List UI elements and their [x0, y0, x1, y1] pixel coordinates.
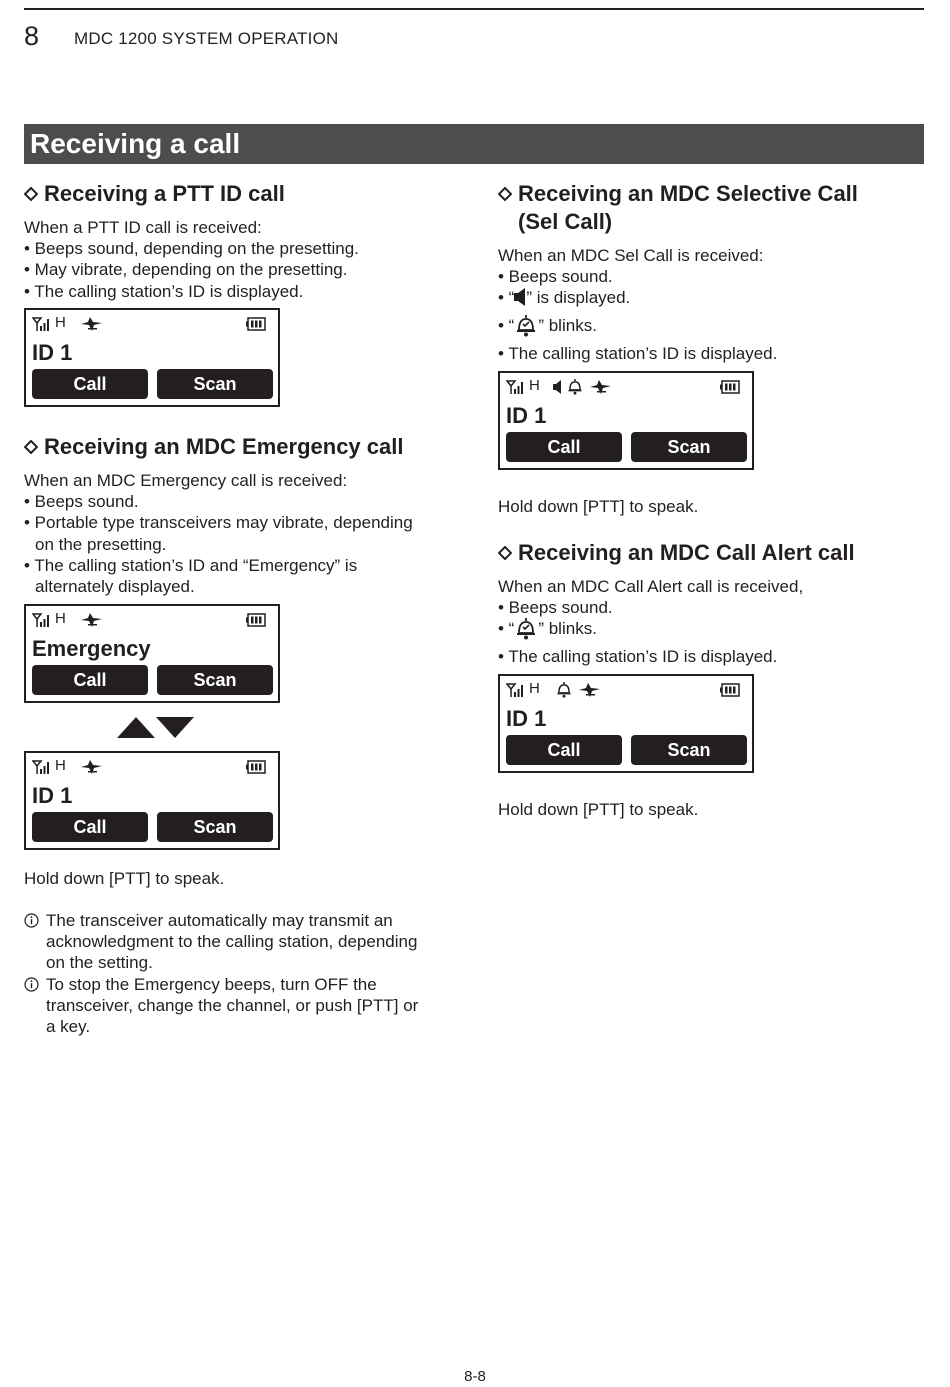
- call-button[interactable]: Call: [32, 665, 148, 695]
- mdc-bird-icon: [578, 682, 602, 698]
- note-item: To stop the Emergency beeps, turn OFF the transceiver, change the channel, or push [PTT] or a key.: [24, 974, 444, 1038]
- scan-button[interactable]: Scan: [631, 432, 747, 462]
- list-item: • The calling station’s ID is displayed.: [24, 281, 304, 301]
- mdc-bird-icon: [589, 379, 613, 395]
- display-id-text: ID 1: [506, 403, 547, 428]
- signal-icon: [32, 612, 52, 628]
- mdc-bird-icon: [80, 316, 104, 332]
- mdc-bird-icon: [80, 612, 104, 628]
- power-level: H: [55, 610, 66, 627]
- diamond-icon: [24, 440, 38, 454]
- list-item: • The calling station’s ID is displayed.: [498, 343, 778, 363]
- list-item: • Beeps sound, depending on the presetting.: [24, 239, 359, 259]
- list-item: • Beeps sound.: [498, 267, 613, 287]
- battery-icon: [720, 380, 740, 394]
- power-level: H: [529, 680, 540, 697]
- list-item: • Beeps sound.: [24, 492, 139, 512]
- battery-icon: [246, 613, 266, 627]
- list-item: • The calling station’s ID and “Emergency” is: [24, 555, 358, 575]
- scan-button[interactable]: Scan: [157, 665, 273, 695]
- lcd-display-selcall: [498, 371, 754, 470]
- call-button[interactable]: Call: [506, 735, 622, 765]
- lcd-display-ptt: [24, 308, 280, 407]
- display-id-text: Emergency: [32, 636, 151, 661]
- scan-button[interactable]: Scan: [157, 812, 273, 842]
- note-item: The transceiver automatically may transmit an acknowledgment to the calling station, depending on the setting.: [24, 910, 444, 974]
- status-bar: [506, 379, 746, 395]
- emergency-description: When an MDC Emergency call is received: • Beeps sound. • Portable type transceivers may vibrate, depending on the presetting. • The calling station’s ID and “Emergency” is alternately displayed.: [24, 471, 413, 597]
- chapter-title: MDC 1200 SYSTEM OPERATION: [74, 29, 339, 48]
- selcall-heading-line2: (Sel Call): [518, 209, 613, 234]
- power-level: H: [55, 314, 66, 331]
- page-number: 8-8: [464, 1368, 486, 1385]
- speaker-icon: [514, 288, 526, 306]
- lcd-display-callalert: [498, 674, 754, 773]
- emergency-heading: Receiving an MDC Emergency call: [24, 433, 403, 461]
- battery-icon: [246, 317, 266, 331]
- display-id-text: ID 1: [32, 783, 73, 808]
- list-item: • The calling station’s ID is displayed.: [498, 647, 778, 667]
- info-icon: [24, 977, 39, 992]
- section-title: Receiving a call: [30, 128, 241, 159]
- emergency-hold-ptt: Hold down [PTT] to speak.: [24, 869, 225, 888]
- callalert-hold-ptt: Hold down [PTT] to speak.: [498, 800, 699, 819]
- status-bar: [32, 316, 272, 332]
- header-rule: [24, 8, 924, 10]
- callalert-heading: Receiving an MDC Call Alert call: [498, 539, 855, 567]
- callalert-description: When an MDC Call Alert call is received, • Beeps sound. • “ ” blinks. • The calling station’s ID is displayed.: [498, 577, 804, 667]
- signal-icon: [32, 759, 52, 775]
- diamond-icon: [24, 187, 38, 201]
- ptt-description: When a PTT ID call is received: • Beeps sound, depending on the presetting. • May vibrate, depending on the presetting. • The calling station’s ID is displayed.: [24, 218, 359, 301]
- list-item: • “ ” blinks.: [498, 619, 597, 639]
- status-bar: [506, 682, 746, 698]
- scan-button[interactable]: Scan: [631, 735, 747, 765]
- speaker-icon: [553, 380, 562, 394]
- mdc-bird-icon: [80, 759, 104, 775]
- scan-button[interactable]: Scan: [157, 369, 273, 399]
- diamond-icon: [498, 546, 512, 560]
- call-alert-bell-icon: [514, 618, 538, 640]
- list-item: • “ ” blinks.: [498, 315, 597, 335]
- status-bar: [32, 759, 272, 775]
- info-icon: [24, 913, 39, 928]
- call-button[interactable]: Call: [32, 369, 148, 399]
- status-bar: [32, 612, 272, 628]
- battery-icon: [246, 760, 266, 774]
- diamond-icon: [498, 187, 512, 201]
- call-alert-bell-icon: [514, 315, 538, 337]
- call-button[interactable]: Call: [506, 432, 622, 462]
- emergency-notes: [24, 910, 444, 1037]
- signal-icon: [506, 379, 526, 395]
- display-id-text: ID 1: [32, 340, 73, 365]
- selcall-description: When an MDC Sel Call is received: • Beeps sound. • “ ” is displayed. • “ ” blinks. • The calling station’s ID is displayed.: [498, 246, 778, 363]
- list-item: alternately displayed.: [35, 577, 195, 597]
- battery-icon: [720, 683, 740, 697]
- call-button[interactable]: Call: [32, 812, 148, 842]
- signal-icon: [32, 316, 52, 332]
- call-alert-bell-icon: [555, 682, 573, 698]
- alternate-arrows-icon: [116, 715, 196, 739]
- call-alert-bell-icon: [566, 379, 584, 395]
- chapter-number: 8: [24, 21, 40, 51]
- selcall-hold-ptt: Hold down [PTT] to speak.: [498, 497, 699, 516]
- list-item: • May vibrate, depending on the presetting.: [24, 260, 348, 280]
- lcd-display-emergency: [24, 604, 280, 703]
- power-level: H: [55, 757, 66, 774]
- display-id-text: ID 1: [506, 706, 547, 731]
- power-level: H: [529, 377, 540, 394]
- selcall-heading: Receiving an MDC Selective Call: [498, 180, 858, 208]
- ptt-heading: Receiving a PTT ID call: [24, 180, 285, 208]
- list-item: • Portable type transceivers may vibrate, depending: [24, 513, 413, 533]
- section-bar: [24, 124, 924, 164]
- signal-icon: [506, 682, 526, 698]
- list-item: • Beeps sound.: [498, 598, 613, 618]
- list-item: on the presetting.: [35, 534, 167, 554]
- list-item: • “ ” is displayed.: [498, 288, 631, 308]
- lcd-display-emergency-id: [24, 751, 280, 850]
